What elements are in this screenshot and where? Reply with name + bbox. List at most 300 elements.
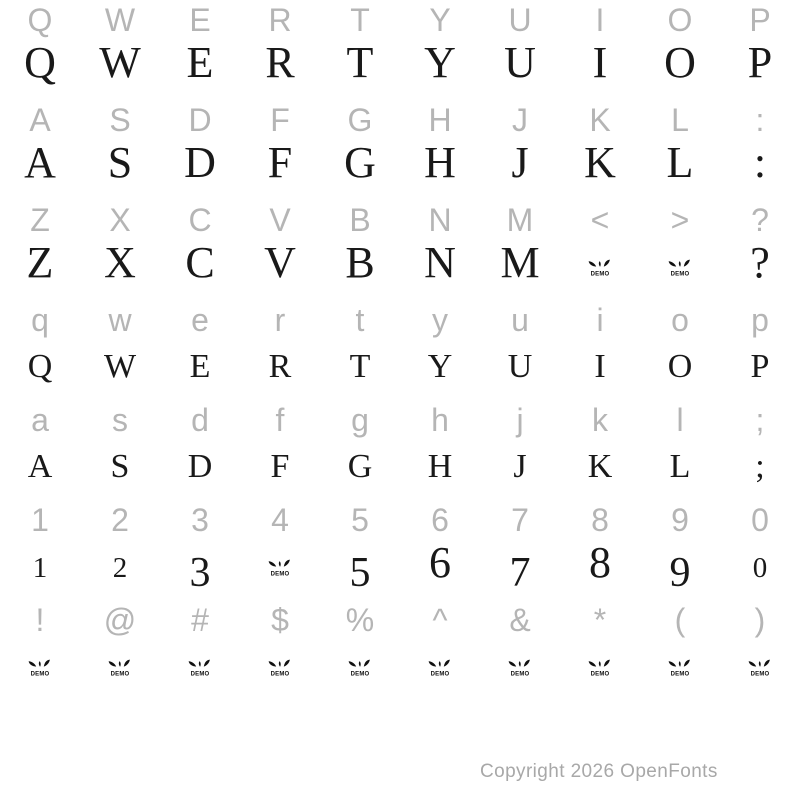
glyph-cell bbox=[480, 639, 560, 687]
glyph-cell bbox=[720, 500, 800, 540]
glyph: R bbox=[268, 348, 292, 385]
glyph: L bbox=[666, 138, 694, 187]
glyph: S bbox=[109, 102, 131, 138]
glyph: I bbox=[592, 38, 608, 87]
glyph-cell bbox=[560, 539, 640, 592]
glyph: V bbox=[269, 202, 291, 238]
glyph: B bbox=[349, 202, 371, 238]
glyph: A bbox=[29, 102, 51, 138]
svg-text:DEMO: DEMO bbox=[110, 671, 130, 677]
glyph-cell bbox=[0, 400, 80, 440]
specimen-row bbox=[0, 39, 800, 87]
glyph: F bbox=[270, 102, 290, 138]
glyph: X bbox=[109, 202, 131, 238]
glyph-cell bbox=[0, 300, 80, 340]
fleuron-demo-icon bbox=[508, 654, 532, 677]
glyph-cell bbox=[720, 400, 800, 440]
glyph-cell bbox=[720, 0, 800, 40]
fleuron-demo-icon bbox=[108, 654, 132, 677]
glyph-cell bbox=[80, 400, 160, 440]
glyph-cell bbox=[0, 0, 80, 40]
glyph-cell bbox=[0, 100, 80, 140]
glyph-cell bbox=[320, 139, 400, 187]
glyph: g bbox=[351, 402, 369, 438]
glyph-cell bbox=[80, 539, 160, 592]
fleuron-demo-icon bbox=[268, 554, 292, 577]
glyph-cell bbox=[240, 300, 320, 340]
glyph: ; bbox=[755, 402, 765, 438]
glyph: k bbox=[592, 402, 608, 438]
glyph: ) bbox=[754, 602, 766, 638]
glyph-cell bbox=[400, 139, 480, 187]
glyph-cell bbox=[640, 639, 720, 687]
svg-text:DEMO: DEMO bbox=[590, 671, 610, 677]
svg-text:DEMO: DEMO bbox=[190, 671, 210, 677]
glyph-cell bbox=[80, 639, 160, 687]
glyph-cell bbox=[320, 600, 400, 640]
glyph-cell bbox=[560, 239, 640, 287]
fleuron-demo-icon bbox=[348, 654, 372, 677]
glyph: Q bbox=[27, 2, 53, 38]
glyph: l bbox=[676, 402, 684, 438]
glyph: $ bbox=[271, 602, 289, 638]
glyph: f bbox=[275, 402, 285, 438]
glyph-cell bbox=[240, 39, 320, 87]
glyph-cell bbox=[160, 200, 240, 240]
glyph: Z bbox=[30, 202, 50, 238]
glyph: o bbox=[671, 302, 689, 338]
glyph: H bbox=[424, 138, 456, 187]
glyph-cell bbox=[640, 400, 720, 440]
glyph-row-pair bbox=[0, 400, 800, 500]
specimen-row bbox=[0, 639, 800, 687]
glyph: W bbox=[103, 348, 137, 385]
glyph-cell bbox=[160, 439, 240, 491]
glyph-cell bbox=[80, 139, 160, 187]
glyph-cell bbox=[560, 339, 640, 391]
glyph: B bbox=[345, 238, 375, 287]
glyph-cell bbox=[240, 100, 320, 140]
glyph: 3 bbox=[189, 550, 211, 596]
reference-row bbox=[0, 200, 800, 240]
glyph-cell bbox=[160, 139, 240, 187]
reference-row bbox=[0, 300, 800, 340]
glyph-cell bbox=[400, 539, 480, 592]
glyph: s bbox=[112, 402, 128, 438]
glyph-cell bbox=[640, 539, 720, 596]
svg-text:DEMO: DEMO bbox=[350, 671, 370, 677]
glyph: E bbox=[186, 38, 214, 87]
glyph: C bbox=[185, 238, 215, 287]
glyph: K bbox=[589, 102, 611, 138]
glyph: E bbox=[189, 2, 211, 38]
glyph-cell bbox=[480, 239, 560, 287]
glyph: Q bbox=[27, 348, 53, 385]
reference-row bbox=[0, 500, 800, 540]
glyph: O bbox=[664, 38, 696, 87]
glyph-cell bbox=[240, 200, 320, 240]
glyph: M bbox=[500, 238, 540, 287]
glyph: Y bbox=[424, 38, 456, 87]
glyph: T bbox=[346, 38, 374, 87]
glyph-cell bbox=[160, 600, 240, 640]
glyph-cell bbox=[480, 39, 560, 87]
glyph: P bbox=[749, 2, 771, 38]
glyph: ; bbox=[755, 448, 765, 485]
glyph-cell bbox=[320, 239, 400, 287]
glyph-cell bbox=[560, 439, 640, 491]
glyph-cell bbox=[320, 100, 400, 140]
glyph: P bbox=[750, 348, 770, 385]
svg-text:DEMO: DEMO bbox=[30, 671, 50, 677]
glyph: t bbox=[355, 302, 365, 338]
glyph-cell bbox=[320, 539, 400, 596]
glyph-cell bbox=[160, 500, 240, 540]
glyph: 7 bbox=[509, 550, 531, 596]
glyph-cell bbox=[0, 200, 80, 240]
svg-text:DEMO: DEMO bbox=[270, 571, 290, 577]
svg-text:DEMO: DEMO bbox=[510, 671, 530, 677]
specimen-row bbox=[0, 139, 800, 187]
fleuron-demo-icon bbox=[748, 654, 772, 677]
glyph-cell bbox=[640, 100, 720, 140]
glyph: Y bbox=[427, 348, 453, 385]
glyph-cell bbox=[80, 500, 160, 540]
glyph-cell bbox=[400, 400, 480, 440]
glyph-cell bbox=[80, 600, 160, 640]
glyph: e bbox=[191, 302, 209, 338]
glyph-cell bbox=[720, 539, 800, 592]
glyph-cell bbox=[0, 600, 80, 640]
glyph-cell bbox=[0, 139, 80, 187]
glyph-cell bbox=[400, 200, 480, 240]
specimen-row bbox=[0, 538, 800, 596]
glyph: J bbox=[512, 102, 528, 138]
glyph: T bbox=[350, 2, 370, 38]
glyph-cell bbox=[240, 339, 320, 391]
glyph-cell bbox=[720, 39, 800, 87]
glyph: ^ bbox=[432, 602, 448, 638]
glyph-cell bbox=[0, 439, 80, 491]
glyph-cell bbox=[480, 339, 560, 391]
glyph-row-pair bbox=[0, 100, 800, 200]
glyph: ? bbox=[750, 238, 770, 287]
glyph-cell bbox=[400, 0, 480, 40]
glyph-cell bbox=[80, 0, 160, 40]
glyph: W bbox=[99, 38, 141, 87]
glyph: Y bbox=[429, 2, 451, 38]
glyph: L bbox=[669, 448, 691, 485]
glyph: S bbox=[107, 138, 133, 187]
glyph-cell bbox=[0, 639, 80, 687]
glyph-cell bbox=[640, 139, 720, 187]
glyph-row-pair bbox=[0, 200, 800, 300]
glyph: M bbox=[506, 202, 534, 238]
glyph-cell bbox=[640, 0, 720, 40]
glyph: A bbox=[24, 138, 56, 187]
glyph: 2 bbox=[112, 552, 128, 584]
fleuron-demo-icon bbox=[428, 654, 452, 677]
glyph-cell bbox=[320, 39, 400, 87]
glyph-row-pair bbox=[0, 500, 800, 600]
specimen-row bbox=[0, 439, 800, 491]
glyph: Z bbox=[26, 238, 54, 287]
glyph-cell bbox=[400, 239, 480, 287]
glyph: D bbox=[188, 102, 212, 138]
glyph: E bbox=[189, 348, 211, 385]
glyph: i bbox=[596, 302, 604, 338]
glyph-cell bbox=[240, 0, 320, 40]
glyph-cell bbox=[80, 239, 160, 287]
glyph: a bbox=[31, 402, 49, 438]
glyph-cell bbox=[240, 239, 320, 287]
glyph: R bbox=[268, 2, 292, 38]
glyph-cell bbox=[400, 500, 480, 540]
glyph: q bbox=[31, 302, 49, 338]
glyph: U bbox=[504, 38, 536, 87]
glyph-cell bbox=[0, 39, 80, 87]
glyph-cell bbox=[160, 39, 240, 87]
glyph-cell bbox=[720, 600, 800, 640]
reference-row bbox=[0, 600, 800, 640]
glyph-cell bbox=[320, 400, 400, 440]
glyph: w bbox=[108, 302, 132, 338]
glyph-cell bbox=[480, 400, 560, 440]
glyph-cell bbox=[400, 339, 480, 391]
glyph-cell bbox=[160, 400, 240, 440]
glyph: 8 bbox=[591, 502, 609, 538]
glyph: h bbox=[431, 402, 449, 438]
svg-text:DEMO: DEMO bbox=[750, 671, 770, 677]
glyph-cell bbox=[400, 100, 480, 140]
glyph: O bbox=[667, 348, 693, 385]
glyph-cell bbox=[240, 400, 320, 440]
fleuron-demo-icon bbox=[188, 654, 212, 677]
glyph-cell bbox=[240, 639, 320, 687]
glyph-cell bbox=[560, 500, 640, 540]
glyph: 8 bbox=[589, 538, 611, 587]
glyph: 9 bbox=[669, 550, 691, 596]
glyph: L bbox=[671, 102, 689, 138]
glyph-cell bbox=[0, 239, 80, 287]
glyph: & bbox=[509, 602, 531, 638]
glyph-cell bbox=[720, 339, 800, 391]
glyph-cell bbox=[160, 239, 240, 287]
glyph: S bbox=[110, 448, 130, 485]
fleuron-demo-icon bbox=[268, 654, 292, 677]
glyph-cell bbox=[400, 600, 480, 640]
glyph-cell bbox=[720, 639, 800, 687]
glyph: d bbox=[191, 402, 209, 438]
glyph-cell bbox=[160, 539, 240, 596]
svg-text:DEMO: DEMO bbox=[590, 271, 610, 277]
glyph-cell bbox=[480, 439, 560, 491]
glyph: G bbox=[344, 138, 376, 187]
glyph: u bbox=[511, 302, 529, 338]
glyph-cell bbox=[80, 100, 160, 140]
glyph-cell bbox=[560, 39, 640, 87]
glyph: D bbox=[187, 448, 213, 485]
glyph: G bbox=[347, 102, 373, 138]
glyph: @ bbox=[103, 602, 137, 638]
glyph: ! bbox=[35, 602, 45, 638]
glyph: 0 bbox=[751, 502, 769, 538]
glyph: r bbox=[274, 302, 286, 338]
glyph-cell bbox=[400, 39, 480, 87]
glyph-cell bbox=[0, 539, 80, 592]
glyph-cell bbox=[720, 300, 800, 340]
glyph: R bbox=[265, 38, 295, 87]
glyph-cell bbox=[640, 300, 720, 340]
glyph: 6 bbox=[429, 538, 451, 587]
glyph-cell bbox=[480, 600, 560, 640]
glyph: 6 bbox=[431, 502, 449, 538]
glyph-cell bbox=[160, 300, 240, 340]
glyph-cell bbox=[640, 239, 720, 287]
glyph: P bbox=[747, 38, 773, 87]
glyph: 1 bbox=[31, 502, 49, 538]
glyph: A bbox=[27, 448, 53, 485]
glyph-cell bbox=[720, 100, 800, 140]
glyph-cell bbox=[240, 600, 320, 640]
glyph: % bbox=[345, 602, 375, 638]
fleuron-demo-icon bbox=[588, 654, 612, 677]
glyph-cell bbox=[240, 500, 320, 540]
glyph-cell bbox=[480, 539, 560, 596]
glyph-cell bbox=[640, 500, 720, 540]
glyph: 2 bbox=[111, 502, 129, 538]
glyph-cell bbox=[560, 300, 640, 340]
glyph: V bbox=[264, 238, 296, 287]
glyph: W bbox=[104, 2, 136, 38]
glyph-cell bbox=[480, 300, 560, 340]
glyph-cell bbox=[320, 0, 400, 40]
glyph: K bbox=[587, 448, 613, 485]
glyph: U bbox=[508, 2, 532, 38]
glyph-cell bbox=[560, 600, 640, 640]
glyph-cell bbox=[240, 439, 320, 491]
glyph: 7 bbox=[511, 502, 529, 538]
glyph: 4 bbox=[271, 502, 289, 538]
glyph-cell bbox=[720, 239, 800, 287]
glyph-cell bbox=[640, 439, 720, 491]
glyph: * bbox=[593, 602, 607, 638]
glyph-cell bbox=[720, 439, 800, 491]
glyph-row-pair bbox=[0, 300, 800, 400]
glyph: O bbox=[667, 2, 693, 38]
glyph-cell bbox=[400, 439, 480, 491]
glyph: 5 bbox=[351, 502, 369, 538]
fleuron-demo-icon bbox=[668, 254, 692, 277]
glyph-cell bbox=[320, 439, 400, 491]
glyph-cell bbox=[320, 639, 400, 687]
glyph: Q bbox=[24, 38, 56, 87]
glyph-cell bbox=[400, 639, 480, 687]
glyph-row-pair bbox=[0, 0, 800, 100]
glyph-cell bbox=[640, 339, 720, 391]
glyph: 9 bbox=[671, 502, 689, 538]
glyph-cell bbox=[160, 0, 240, 40]
glyph-cell bbox=[560, 0, 640, 40]
glyph-cell bbox=[80, 39, 160, 87]
glyph-cell bbox=[480, 0, 560, 40]
glyph-cell bbox=[560, 639, 640, 687]
glyph-cell bbox=[240, 539, 320, 592]
glyph: : bbox=[755, 102, 765, 138]
glyph-cell bbox=[560, 139, 640, 187]
glyph-cell bbox=[0, 339, 80, 391]
glyph: U bbox=[507, 348, 533, 385]
glyph: j bbox=[516, 402, 524, 438]
glyph-cell bbox=[400, 300, 480, 340]
glyph: H bbox=[428, 102, 452, 138]
glyph: F bbox=[270, 448, 290, 485]
glyph: ? bbox=[751, 202, 769, 238]
glyph-cell bbox=[640, 39, 720, 87]
glyph: K bbox=[584, 138, 616, 187]
glyph: < bbox=[590, 202, 610, 238]
glyph: 5 bbox=[349, 550, 371, 596]
specimen-row bbox=[0, 239, 800, 287]
glyph: ( bbox=[674, 602, 686, 638]
glyph-cell bbox=[80, 300, 160, 340]
glyph-cell bbox=[160, 339, 240, 391]
svg-text:DEMO: DEMO bbox=[430, 671, 450, 677]
glyph: 0 bbox=[752, 552, 768, 584]
glyph: C bbox=[188, 202, 212, 238]
glyph-cell bbox=[240, 139, 320, 187]
glyph: J bbox=[511, 138, 529, 187]
glyph-cell bbox=[560, 100, 640, 140]
glyph: N bbox=[428, 202, 452, 238]
glyph: H bbox=[427, 448, 453, 485]
glyph-cell bbox=[480, 500, 560, 540]
glyph-cell bbox=[0, 500, 80, 540]
glyph-cell bbox=[80, 439, 160, 491]
glyph: X bbox=[104, 238, 136, 287]
glyph: G bbox=[347, 448, 373, 485]
fleuron-demo-icon bbox=[588, 254, 612, 277]
fleuron-demo-icon bbox=[28, 654, 52, 677]
glyph: J bbox=[513, 448, 527, 485]
glyph-cell bbox=[640, 200, 720, 240]
glyph: 1 bbox=[32, 552, 48, 584]
glyph: T bbox=[349, 348, 371, 385]
glyph: : bbox=[753, 138, 767, 187]
glyph-cell bbox=[480, 200, 560, 240]
reference-row bbox=[0, 400, 800, 440]
glyph-cell bbox=[320, 500, 400, 540]
copyright-text: Copyright 2026 OpenFonts bbox=[480, 761, 718, 782]
svg-text:DEMO: DEMO bbox=[270, 671, 290, 677]
glyph: > bbox=[670, 202, 690, 238]
glyph: D bbox=[184, 138, 216, 187]
glyph-cell bbox=[320, 200, 400, 240]
glyph: I bbox=[594, 348, 606, 385]
glyph-cell bbox=[720, 200, 800, 240]
glyph-cell bbox=[480, 100, 560, 140]
specimen-row bbox=[0, 339, 800, 391]
glyph: 3 bbox=[191, 502, 209, 538]
reference-row bbox=[0, 0, 800, 40]
glyph-cell bbox=[560, 200, 640, 240]
glyph: # bbox=[191, 602, 209, 638]
glyph-cell bbox=[480, 139, 560, 187]
glyph-cell bbox=[640, 600, 720, 640]
svg-text:DEMO: DEMO bbox=[670, 671, 690, 677]
glyph: I bbox=[595, 2, 605, 38]
glyph-cell bbox=[560, 400, 640, 440]
